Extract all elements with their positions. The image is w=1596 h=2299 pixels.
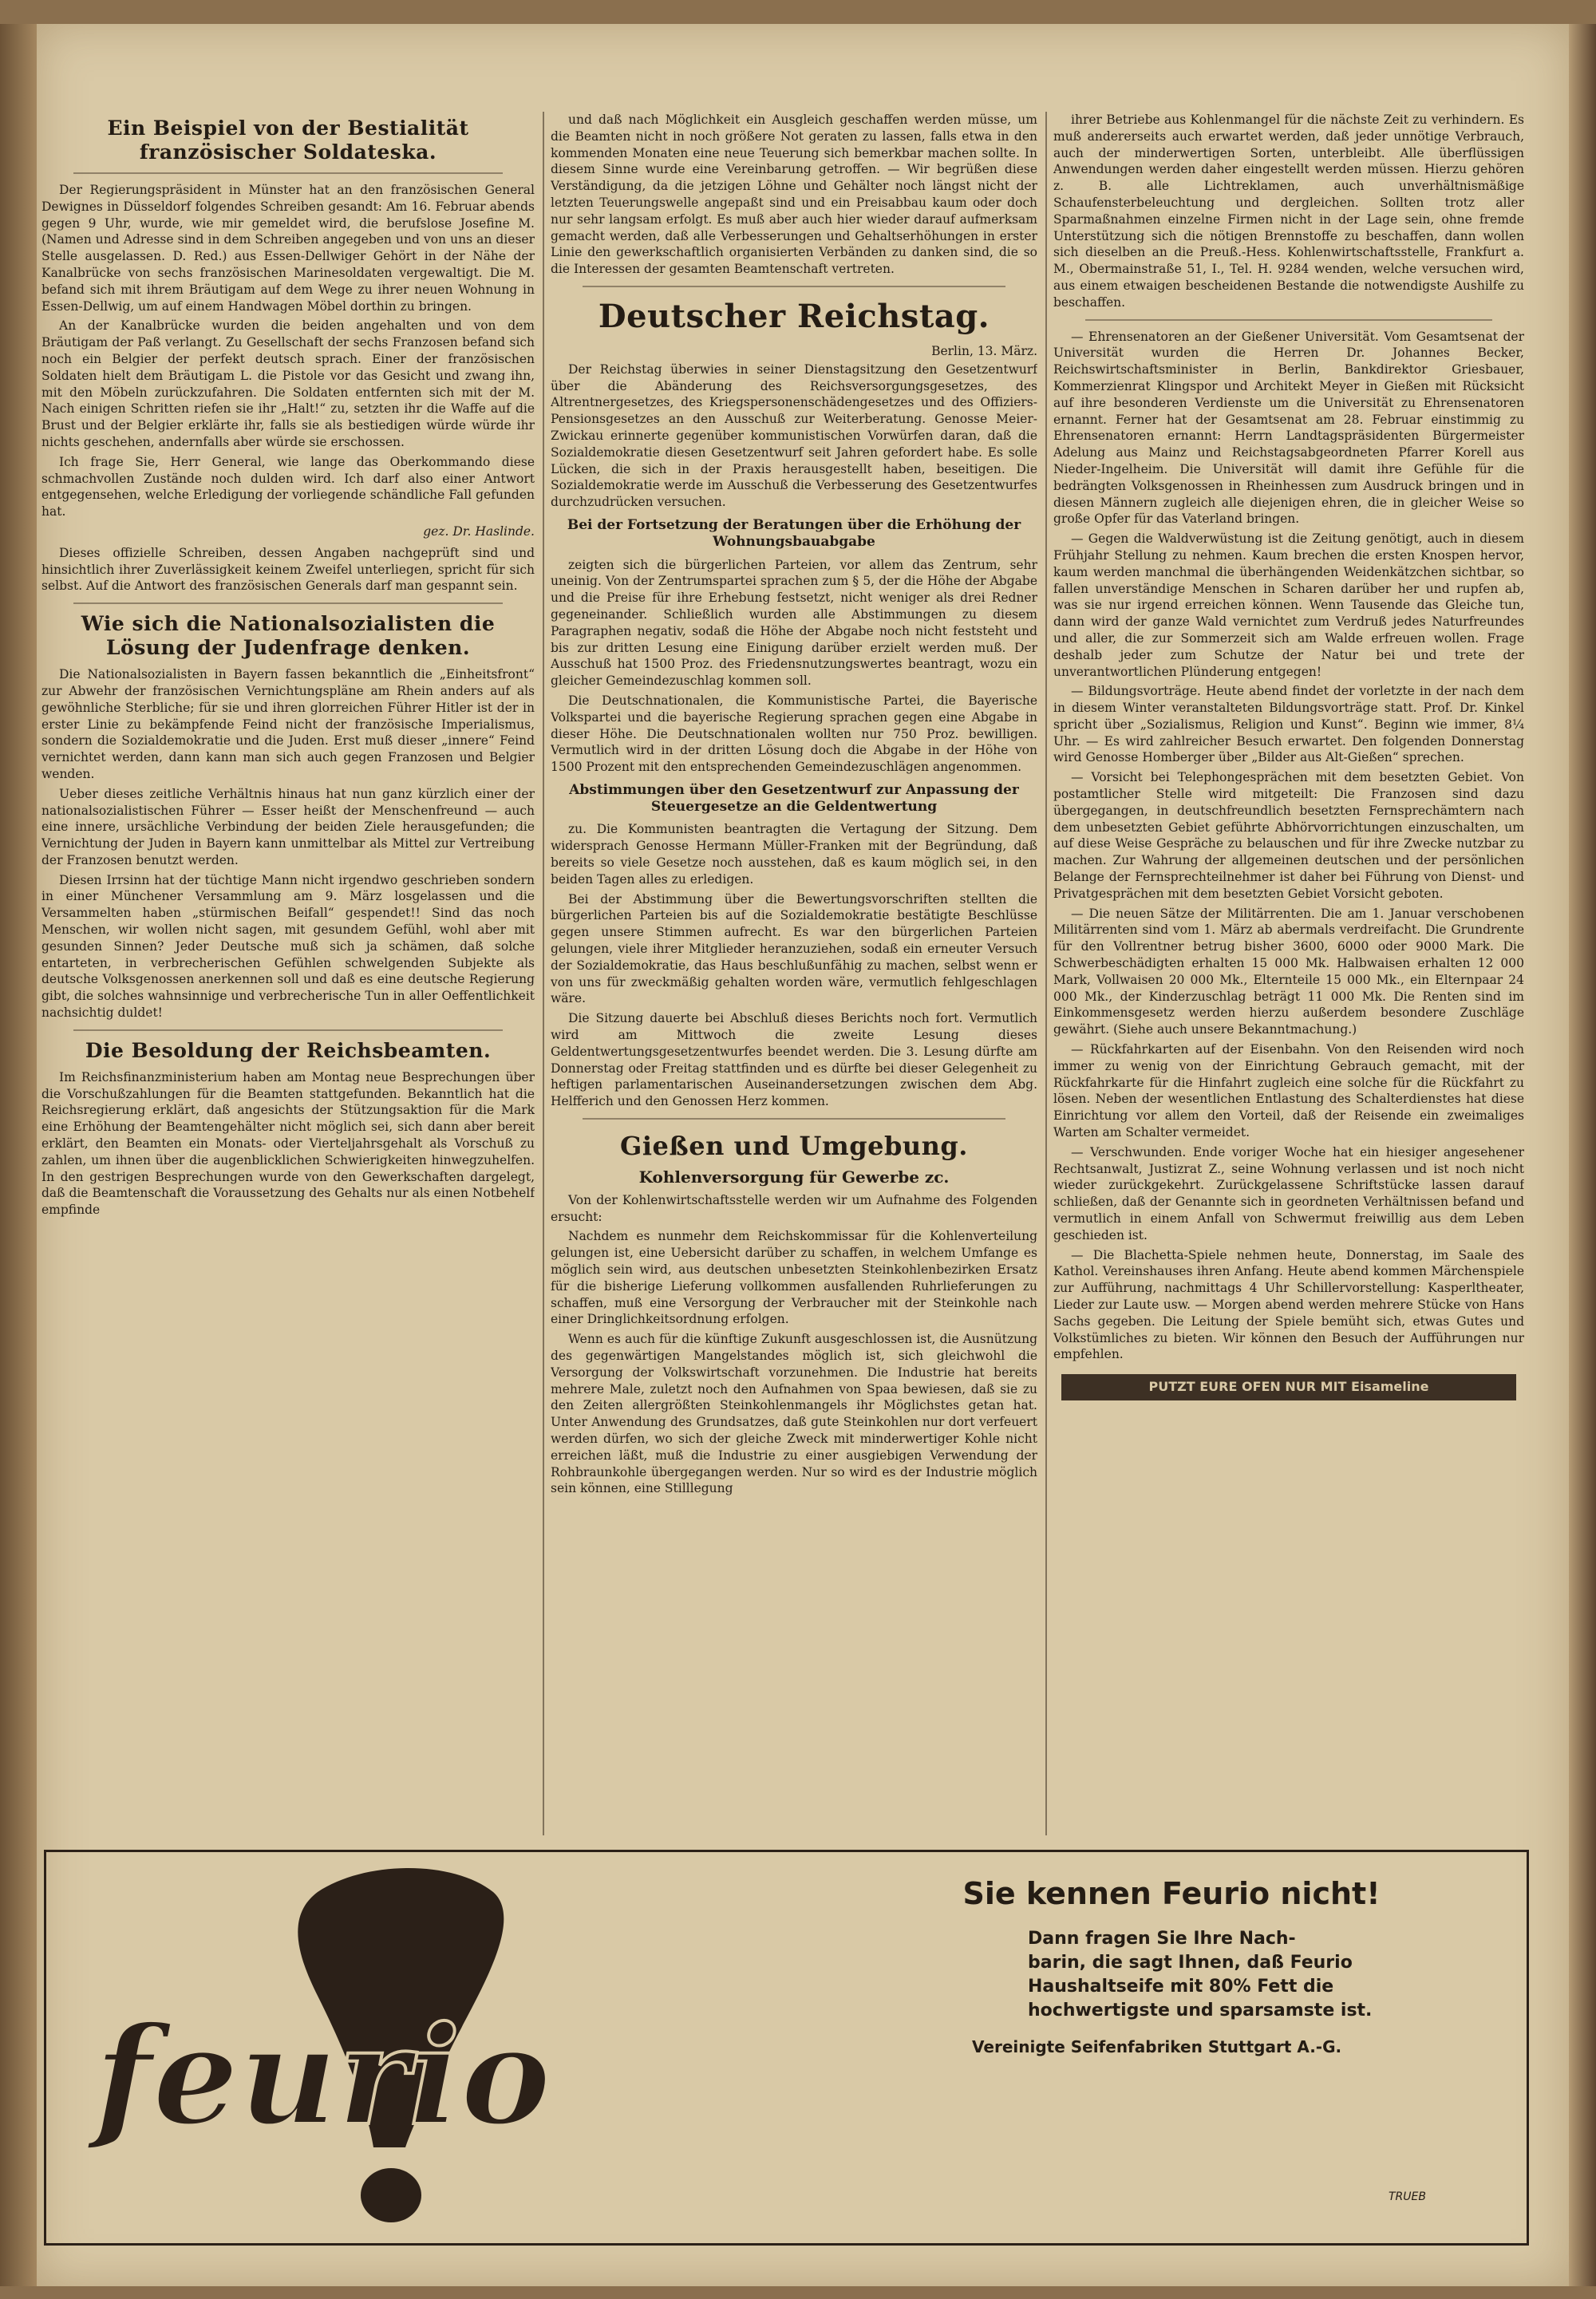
column-divider	[1045, 112, 1047, 1835]
local-news-item: — Die neuen Sätze der Militärrenten. Die am 1. Januar verschobenen Militärrenten sind vom 1. März ab abermals verdreifacht. Die Grundrente für den Vollrentner betrug bisher 3600, 6000 oder 9000 Mark. Die Schwerbeschädigten erhalten 15 000 Mk. Halbwaisen erhalten 12 000 Mark, Vollwaisen 20 000 Mk., Elternteile 15 000 Mk., ein Elternpaar 24 000 Mk., der Kinderzuschlag beträgt 11 000 Mk. Die Renten sind im Einkommensgesetz werden hierzu außerdem besondere Zuschläge gewährt. (Siehe auch unsere Bekanntmachung.)	[1053, 906, 1524, 1037]
article-paragraph: Wenn es auch für die künftige Zukunft ausgeschlossen ist, die Ausnützung des gegenwärtigen Mangelstandes möglich ist, sich gleichwohl die Versorgung der Volkswirtschaft vorzunehmen. Die Industrie hat bereits mehrere Male, zuletzt noch den Aufnahmen von Spaa bewiesen, daß sie zu den Zeiten allergrößten Steinkohlenmangels ihr Möglichstes getan hat. Unter Anwendung des Grundsatzes, daß gute Steinkohlen nur dort verfeuert werden dürfen, wo sich der gleiche Zweck mit minderwertiger Kohle nicht erreichen läßt, muß die Industrie zu einer ausgiebigen Verwendung der Rohbraunkohle übergegangen werden. Nur so wird es der Industrie möglich sein können, eine Stilllegung	[551, 1332, 1037, 1496]
ad-text-line: hochwertigste und sparsamste ist.	[1028, 2001, 1373, 2021]
local-news-item: — Vorsicht bei Telephongesprächen mit dem besetzten Gebiet. Von postamtlicher Stelle wird mitgeteilt: Die Franzosen sind dazu übergegangen, in deutschfreundlich besetzten Fernsprechämtern nach dem unbesetzten Gebiet geführte Abhörvorrichtungen einzuschalten, um auf diese Weise Gespräche zu belauschen und für ihre Zwecke nutzbar zu machen. Zur Wahrung der allgemeinen deutschen und der persönlichen Belange der Fernsprechteilnehmer ist daher bei Führung von Dienst- und Privatgesprächen mit dem besetzten Gebiet Vorsicht geboten.	[1053, 770, 1524, 901]
article-paragraph: Diesen Irrsinn hat der tüchtige Mann nicht irgendwo geschrieben sondern in einer Münchener Versammlung am 9. März losgelassen und die Versammelten haben „stürmischen Beifall“ gespendet!! Sind das noch Menschen, wir wollen nicht sagen, mit gesundem Gefühl, wohl aber mit gesunden Sinnen? Jeder Deutsche muß sich ja schämen, daß solche entarteten, in verbrecherischen Gefühlen schwelgenden Subjekte als deutsche Volksgenossen anerkennen soll und daß es eine deutsche Regierung gibt, die solches wahnsinnige und verbrecherische Tun in aller Oeffentlichkeit nachsichtig duldet!	[41, 872, 535, 1021]
headline-franzoesische-soldateska: Ein Beispiel von der Bestialität französischer Soldateska.	[107, 117, 469, 164]
article-paragraph: Der Regierungspräsident in Münster hat an den französischen General Dewignes in Düsseldorf folgendes Schreiben gesandt: Am 16. Februar abends gegen 9 Uhr, wurde, wie mir gemeldet wird, die berufslose Josefine M. (Namen und Adresse sind in dem Schreiben angegeben und von uns an dieser Stelle ausgelassen. D. Red.) aus Essen-Dellwiger Gehört in der Nähe der Kanalbrücke von sechs französischen Marinesoldaten vergewaltigt. Die M. befand sich mit ihrem Bräutigam auf dem Wege zu ihrer neuen Wohnung in Essen-Dellwig, um auf einem Handwagen Möbel dorthin zu bringen.	[41, 183, 535, 314]
left-page-edge	[0, 24, 37, 2286]
dateline: Berlin, 13. März.	[931, 343, 1037, 358]
headline-rule	[73, 172, 503, 174]
column-1	[41, 112, 535, 1843]
article-continuation: ihrer Betriebe aus Kohlenmangel für die nächste Zeit zu verhindern. Es muß andererseits auch erwartet werden, daß jeder unnötige Verbrauch, auch der minderwertigen Sorten, unterbleibt. Alle überflüssigen Anwendungen werden daher eingestellt werden müssen. Hierzu gehören z. B. alle Lichtreklamen, auch unverhältnismäßige Schaufensterbeleuchtung und dergleichen. Sollten trotz aller Sparmaßnahmen einzelne Firmen nicht in der Lage sein, ohne fremde Unterstützung sich die nötigen Brennstoffe zu beschaffen, dann wollen sich dieselben an die Preuß.-Hess. Kohlenwirtschaftsstelle, Frankfurt a. M., Obermainstraße 51, I., Tel. H. 9284 wenden, welche versuchen wird, aus einem etwaigen bescheidenen Bestande die notwendigste Aushilfe zu beschaffen.	[1053, 113, 1524, 310]
article-paragraph: Ich frage Sie, Herr General, wie lange das Oberkommando diese schmachvollen Zustände noch dulden wird. Ich darf also einer Antwort entgegensehen, welche Erledigung der vorliegende schändliche Fall gefunden hat.	[41, 454, 535, 519]
local-news-item: — Verschwunden. Ende voriger Woche hat ein hiesiger angesehener Rechtsanwalt, Justizrat Z., seine Wohnung verlassen und ist noch nicht wieder zurückgekehrt. Zurückgelassene Schriftstücke lassen darauf schließen, daß der Genannte sich in geordneten Verhältnissen befand und vermutlich in einem Anfall von Schwermut freiwillig aus dem Leben geschieden ist.	[1053, 1144, 1524, 1242]
ad-text-line: barin, die sagt Ihnen, daß Feurio	[1028, 1953, 1353, 1973]
article-paragraph: Von der Kohlenwirtschaftsstelle werden wir um Aufnahme des Folgenden ersucht:	[551, 1192, 1037, 1224]
feurio-logo-graphic	[78, 1860, 780, 2235]
ad-artist-signature: TRUEB	[1389, 2190, 1426, 2203]
article-paragraph: Nachdem es nunmehr dem Reichskommissar für die Kohlenverteilung gelungen ist, eine Uebersicht darüber zu schaffen, in welchem Umfange es möglich sein wird, aus deutschen unbesetzten Steinkohlenbezirken Ersatz für die bisherige Lieferung vollkommen ausfallenden Ruhrlieferungen zu schaffen, muß eine Versorgung der Verbraucher mit der Steinkohle nach einer Dringlichkeitsordnung erfolgen.	[551, 1229, 1037, 1327]
article-continuation: und daß nach Möglichkeit ein Ausgleich geschaffen werden müsse, um die Beamten nicht in noch größere Not geraten zu lassen, falls etwa in den kommenden Monaten eine neue Teuerung sich bemerkbar machen sollte. In diesem Sinne wurde eine Vereinbarung getroffen. — Wir begrüßen diese Verständigung, da die jetzigen Löhne und Gehälter noch längst nicht der letzten Teuerungswelle angepaßt sind und ein Preisabbau kaum oder doch nur sehr langsam erfolgt. Es muß aber auch hier wieder darauf aufmerksam gemacht werden, daß alle Verbesserungen und Gehaltserhöhungen in erster Linie den gewerkschaftlich organisierten Verbänden zu danken sind, die so die Interessen der gesamten Beamtenschaft vertreten.	[551, 113, 1037, 277]
subheading: Kohlenversorgung für Gewerbe zc.	[638, 1167, 950, 1187]
ad-text-line: Dann fragen Sie Ihre Nach-	[1028, 1929, 1296, 1949]
column-2	[551, 112, 1037, 1843]
ad-copy	[844, 1876, 1499, 2056]
right-page-edge	[1569, 24, 1596, 2286]
article-paragraph: Die Nationalsozialisten in Bayern fassen bekanntlich die „Einheitsfront“ zur Abwehr der französischen Vernichtungspläne am Rhein anders auf als gewöhnliche Sterbliche; für sie und ihren glorreichen Führer Hitler ist der in erster Linie zu bekämpfende Feind nicht der französische Imperialismus, sondern die Sozialdemokratie und die Juden. Erst muß dieser „innere“ Feind vernichtet werden, dann kann man sich auch gegen Franzosen und Belgier wenden.	[41, 667, 535, 781]
section-rule	[583, 286, 1005, 287]
ad-headline: Sie kennen Feurio nicht!	[962, 1876, 1381, 1911]
column-3	[1053, 112, 1524, 1835]
article-paragraph: Ueber dieses zeitliche Verhältnis hinaus hat nun ganz kürzlich einer der nationalsozialistischen Führer — Esser heißt der Menschenfreund — auch eine innere, ursächliche Verbindung der beiden Ziele herausgefunden; die Vernichtung der Juden in Bayern kann unmittelbar als Mittel zur Vertreibung der Franzosen benutzt werden.	[41, 786, 535, 867]
article-paragraph: Die Deutschnationalen, die Kommunistische Partei, die Bayerische Volkspartei und die bayerische Regierung sprachen gegen eine Abgabe in dieser Höhe. Die Deutschnationalen wollten nur 750 Proz. bewilligen. Vermutlich wird in der dritten Lösung doch die Abgabe in der Höhe von 1500 Prozent mit den entsprechenden Gemeindezuschlägen angenommen.	[551, 693, 1037, 775]
article-paragraph: Die Sitzung dauerte bei Abschluß dieses Berichts noch fort. Vermutlich wird am Mittwoch die zweite Lesung dieses Geldentwertungsgesetzentwurfes beendet werden. Die 3. Lesung dürfte am Donnerstag oder Freitag stattfinden und es dürfte bei dieser Gelegenheit zu heftigen parlamentarischen Auseinandersetzungen zwischen dem Abg. Helfferich und den Genossen Herz kommen.	[551, 1011, 1037, 1109]
article-signature: gez. Dr. Haslinde.	[423, 523, 535, 539]
article-paragraph: An der Kanalbrücke wurden die beiden angehalten und von dem Bräutigam der Paß verlangt. Zu Gesellschaft der sechs Franzosen befand sich noch ein Belgier der perfekt deutsch sprach. Einer der französischen Soldaten hielt dem Bräutigam L. die Pistole vor das Gesicht und zwang ihn, mit den Möbeln zurückzufahren. Die Soldaten entfernten sich mit der M. Nach einigen Schritten riefen sie ihr „Halt!“ zu, setzten ihr die Waffe auf die Brust und der Belgier erklärte ihr, falls sie als bestiedigen würde würde ihr nichts geschehen, andernfalls aber würde sie erschossen.	[41, 318, 535, 449]
ad-brand-wordmark: feurio	[94, 1997, 551, 2156]
column-divider	[543, 112, 544, 1835]
headline-giessen-umgebung: Gießen und Umgebung.	[620, 1131, 968, 1162]
article-paragraph: Im Reichsfinanzministerium haben am Montag neue Besprechungen über die Vorschußzahlungen für die Beamten stattgefunden. Bekanntlich hat die Reichsregierung erklärt, daß angesichts der Stützungsaktion für die Mark eine Erhöhung der Beamtengehälter nicht möglich sei, sich dann aber bereit erklärt, den Beamten ein Monats- oder Vierteljahrsgehalt als Vorschuß zu zahlen, um ihnen über die augenblicklichen Schwierigkeiten hinwegzuhelfen. In den gestrigen Besprechungen wurde von den Gewerkschaften dargelegt, daß die Beamtenschaft die Voraussetzung des Gehalts nur als einen Notbehelf empfinde	[41, 1069, 535, 1218]
subheading: Abstimmungen über den Gesetzentwurf zur Anpassung der Steuergesetze an die Geldentwertung	[569, 781, 1019, 815]
stove-polish-notice: PUTZT EURE OFEN NUR MIT Eisameline	[1061, 1374, 1516, 1400]
headline-judenfrage: Wie sich die Nationalsozialisten die Lösung der Judenfrage denken.	[81, 612, 496, 660]
local-news-item: — Die Blachetta-Spiele nehmen heute, Donnerstag, im Saale des Kathol. Vereinshauses ihren Anfang. Heute abend kommen Märchenspiele zur Aufführung, nachmittags 4 Uhr Schillervorstellung: Kasperltheater, Lieder zur Laute usw. — Morgen abend werden mehrere Stücke von Hans Sachs gegeben. Die Leitung der Spiele bemüht sich, etwas Gutes und Volkstümliches zu bieten. Wir können den Besuch der Aufführungen nur empfehlen.	[1053, 1247, 1524, 1362]
section-rule	[583, 1118, 1005, 1120]
ad-text-line: Haushaltseife mit 80% Fett die	[1028, 1977, 1334, 1997]
feurio-advertisement	[44, 1850, 1529, 2246]
section-rule	[73, 602, 503, 604]
article-paragraph: zu. Die Kommunisten beantragten die Vertagung der Sitzung. Dem widersprach Genosse Hermann Müller-Franken mit der Begründung, daß bereits so viele Gesetze noch ausstehen, daß es kaum möglich sei, in den beiden Tagen alles zu erledigen.	[551, 822, 1037, 887]
headline-besoldung: Die Besoldung der Reichsbeamten.	[85, 1038, 492, 1062]
article-paragraph: Bei der Abstimmung über die Bewertungsvorschriften stellten die bürgerlichen Parteien bis auf die Sozialdemokratie bestätigte Beschlüsse gegen unsere Stimmen aufrecht. Es war den bürgerlichen Parteien gelungen, viele ihrer Mitglieder heranzuziehen, sodaß ein erneuter Versuch der Sozialdemokratie, das Haus beschlußunfähig zu machen, selbst wenn er von uns für zweckmäßig gehalten worden wäre, vermutlich fehlgeschlagen wäre.	[551, 891, 1037, 1006]
subheading: Bei der Fortsetzung der Beratungen über die Erhöhung der Wohnungsbauabgabe	[567, 516, 1021, 550]
local-news-item: — Bildungsvorträge. Heute abend findet der vorletzte in der nach dem in diesem Winter veranstalteten Bildungsvorträge statt. Prof. Dr. Kinkel spricht über „Sozialismus, Religion und Kunst“. Beginn wie immer, 8¼ Uhr. — Es wird zahlreicher Besuch erwartet. Den folgenden Donnerstag wird Genosse Homberger über „Bilder aus Alt-Gießen“ sprechen.	[1053, 684, 1524, 765]
local-news-item: — Gegen die Waldverwüstung ist die Zeitung genötigt, auch in diesem Frühjahr Stellung zu nehmen. Kaum brechen die ersten Knospen hervor, kaum werden manchmal die überhängenden Weidenkätzchen sichtbar, so fallen unverständige Menschen in Scharen darüber her und rupfen ab, was sie nur irgend erreichen können. Wenn Tausende das Gleiche tun, dann wird der ganze Wald vernichtet zum Verdruß jedes Naturfreundes und aller, die zur Sommerzeit sich am Walde erfreuen wollen. Frage deshalb jeder zum Schutze der Natur bei und trete der unverantwortlichen Plünderung entgegen!	[1053, 531, 1524, 679]
article-paragraph: Der Reichstag überwies in seiner Dienstagsitzung den Gesetzentwurf über die Abänderung des Reichsversorgungsgesetzes, des Altrentnergesetzes, des Kriegspersonenschädengesetzes und des Offiziers-Pensionsgesetzes an den Ausschuß zur Weiterberatung. Genosse Meier-Zwickau erinnerte gegenüber kommunistischen Vorwürfen daran, daß die Sozialdemokratie diesen Gesetzentwurf seit Jahren gefordert habe. Es solle Lücken, die sich in der Praxis herausgestellt haben, beseitigen. Die Sozialdemokratie werde im Ausschuß die Verbesserung des Gesetzentwurfes durchzudrücken versuchen.	[551, 361, 1037, 510]
ad-company: Vereinigte Seifenfabriken Stuttgart A.-G.	[972, 2037, 1342, 2056]
section-rule	[1085, 319, 1492, 321]
article-paragraph: Dieses offizielle Schreiben, dessen Angaben nachgeprüft sind und hinsichtlich ihrer Zuverlässigkeit keinem Zweifel unterliegen, spricht für sich selbst. Auf die Antwort des französischen Generals darf man gespannt sein.	[41, 545, 535, 594]
headline-deutscher-reichstag: Deutscher Reichstag.	[598, 297, 990, 335]
article-paragraph: zeigten sich die bürgerlichen Parteien, vor allem das Zentrum, sehr uneinig. Von der Zentrumspartei sprachen zum § 5, der die Höhe der Abgabe und die Preise für ihre Erhebung festsetzt, nicht weniger als drei Redner gegeneinander. Schließlich wurden alle Abstimmungen zu diesem Paragraphen negativ, sodaß die Höhe der Abgabe noch nicht feststeht und bis zur dritten Lesung eine Einigung darüber erzielt werden muß. Der Ausschuß hat 1500 Proz. des Friedensnutzungswertes beantragt, wozu ein gleicher Gemeindezuschlag kommen soll.	[551, 557, 1037, 689]
local-news-item: — Rückfahrkarten auf der Eisenbahn. Von den Reisenden wird noch immer zu wenig von der Einrichtung Gebrauch gemacht, mit der Rückfahrkarte für die Hinfahrt zugleich eine solche für die Rückfahrt zu lösen. Neben der wesentlichen Entlastung des Schalterdienstes hat diese Einrichtung vor allem den Vorteil, daß der Reisende ein zweimaliges Warten am Schalter vermeidet.	[1053, 1042, 1524, 1140]
section-rule	[73, 1029, 503, 1031]
local-news-item: — Ehrensenatoren an der Gießener Universität. Vom Gesamtsenat der Universität wurden die Herren Dr. Johannes Becker, Reichswirtschaftsminister in Berlin, Bankdirektor Griesbauer, Kommerzienrat Klingspor und Architekt Meyer in Gießen mit Rücksicht auf ihre besonderen Verdienste um die Universität zu Ehrensenatoren ernannt. Ferner hat der Gesamtsenat am 28. Februar einstimmig zu Ehrensenatoren ernannt: Herrn Landtagspräsidenten Bürgermeister Adelung aus Mainz und Reichstagsabgeordneten Pfarrer Korell aus Nieder-Ingelheim. Die Universität will damit ihre Gefühle für die bedrängten Volksgenossen in Rheinhessen zum Ausdruck bringen und in diesen Männern zugleich alle diejenigen ehren, die in gleicher Weise so große Opfer für das Vaterland bringen.	[1053, 329, 1524, 527]
